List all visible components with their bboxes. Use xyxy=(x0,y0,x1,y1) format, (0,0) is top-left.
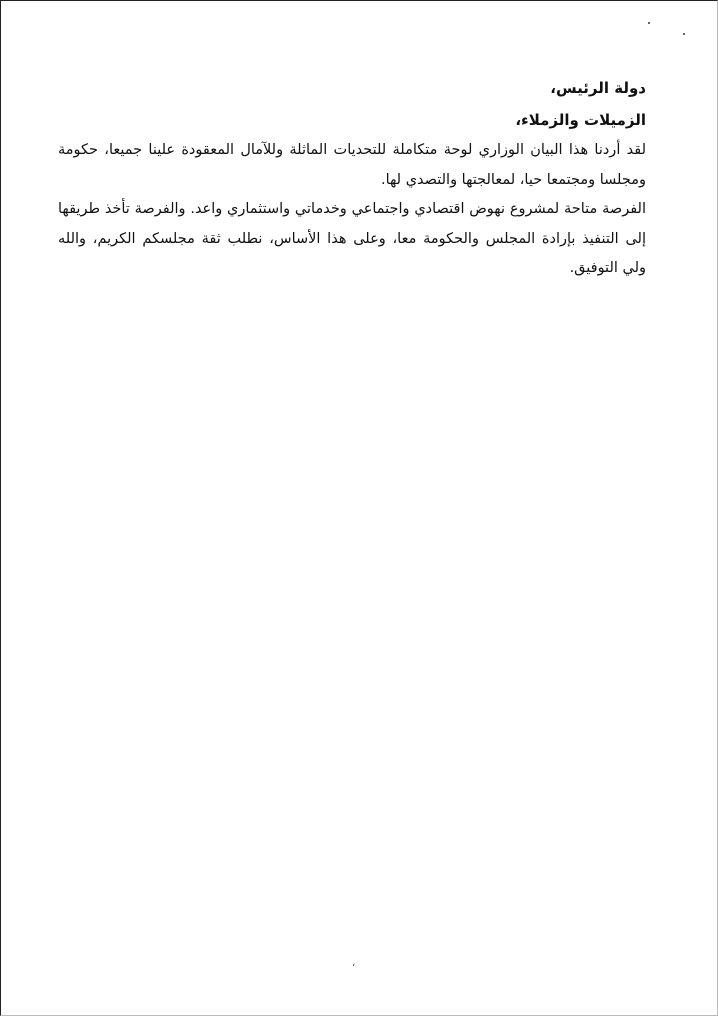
salutation-colleagues: الزميلات والزملاء، xyxy=(515,111,646,129)
paragraph-ministerial-statement: لقد أردنا هذا البيان الوزاري لوحة متكاملة للتحديات الماثلة وللآمال المعقودة علينا جميعا، حكومة ومجلسا ومجتمعا حيا، لمعالجتها والتصدي لها. xyxy=(58,142,646,188)
paragraph-opportunity: الفرصة متاحة لمشروع نهوض اقتصادي واجتماعي وخدماتي واستثماري واعد. والفرصة تأخذ طريقها إلى التنفيذ بإرادة المجلس والحكومة معا، وعلى هذا الأساس، نطلب ثقة مجلسكم الكريم، والله ولي التوفيق. xyxy=(58,201,646,276)
scan-speck xyxy=(683,33,685,35)
letter-body xyxy=(58,78,646,284)
footer-mark: ، xyxy=(352,958,356,969)
scan-speck xyxy=(648,22,650,24)
salutation-president: دولة الرئيس، xyxy=(550,79,646,97)
